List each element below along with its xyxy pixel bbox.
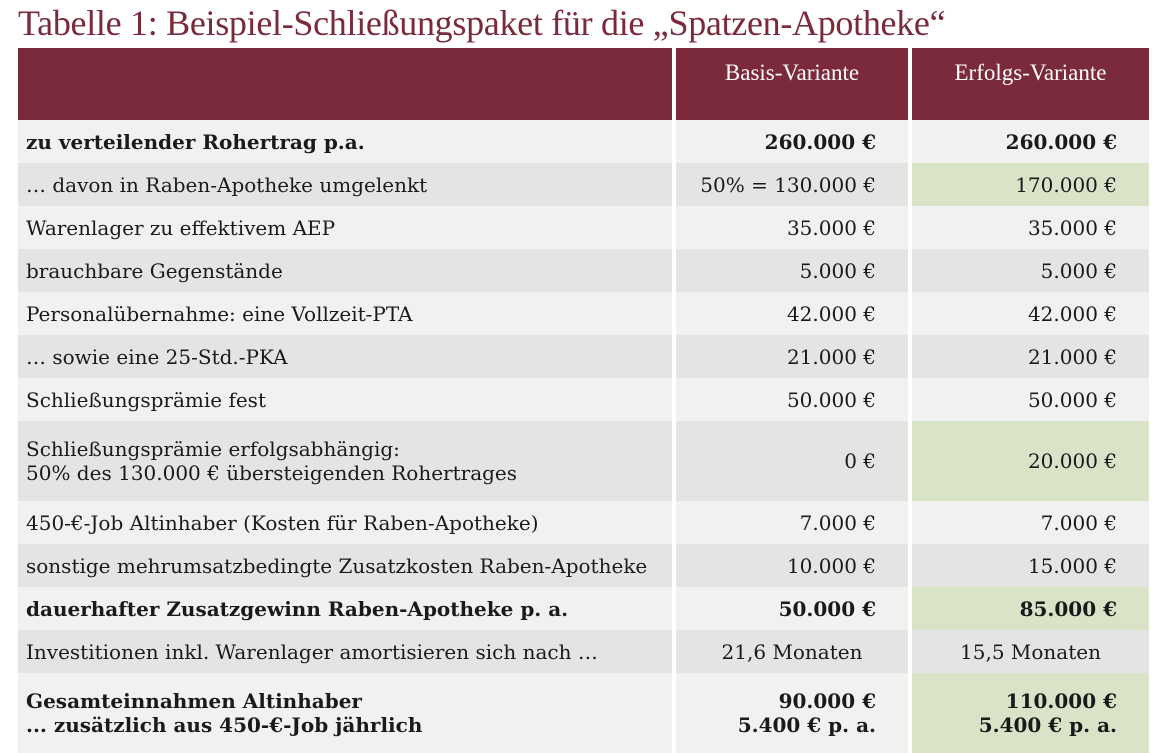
row-label: Personalübernahme: eine Vollzeit-PTA bbox=[18, 292, 672, 335]
erfolg-value-line1: 110.000 € bbox=[1005, 689, 1117, 713]
basis-value: 50.000 € bbox=[676, 587, 908, 630]
table-row bbox=[18, 292, 1149, 335]
row-label: 450-€-Job Altinhaber (Kosten für Raben-Apotheke) bbox=[18, 501, 672, 544]
row-label: dauerhafter Zusatzgewinn Raben-Apotheke p. a. bbox=[18, 587, 672, 630]
basis-value: 50.000 € bbox=[676, 378, 908, 421]
table-header-row bbox=[18, 48, 1149, 120]
table-row bbox=[18, 501, 1149, 544]
table-row bbox=[18, 206, 1149, 249]
header-label-column bbox=[18, 48, 672, 120]
row-label: Schließungsprämie fest bbox=[18, 378, 672, 421]
erfolg-value: 35.000 € bbox=[912, 206, 1149, 249]
erfolg-value: 15.000 € bbox=[912, 544, 1149, 587]
table-title: Tabelle 1: Beispiel-Schließungspaket für die „Spatzen-Apotheke“ bbox=[18, 3, 946, 43]
erfolg-value: 50.000 € bbox=[912, 378, 1149, 421]
basis-value: 10.000 € bbox=[676, 544, 908, 587]
table-row bbox=[18, 630, 1149, 673]
row-label: sonstige mehrumsatzbedingte Zusatzkosten Raben-Apotheke bbox=[18, 544, 672, 587]
erfolg-value: 42.000 € bbox=[912, 292, 1149, 335]
row-label-line2: 50% des 130.000 € übersteigenden Rohertrages bbox=[26, 461, 518, 485]
erfolg-value: 260.000 € bbox=[912, 120, 1149, 163]
erfolg-value: 15,5 Monaten bbox=[912, 630, 1149, 673]
basis-value: 21.000 € bbox=[676, 335, 908, 378]
basis-value: 35.000 € bbox=[676, 206, 908, 249]
row-label bbox=[18, 421, 672, 501]
table-row bbox=[18, 120, 1149, 163]
table-row bbox=[18, 421, 1149, 501]
table-row bbox=[18, 335, 1149, 378]
header-erfolgs-variante: Erfolgs-Variante bbox=[912, 48, 1149, 120]
basis-value: 7.000 € bbox=[676, 501, 908, 544]
table-row bbox=[18, 378, 1149, 421]
row-label: … davon in Raben-Apotheke umgelenkt bbox=[18, 163, 672, 206]
erfolg-value: 21.000 € bbox=[912, 335, 1149, 378]
row-label-line2: ... zusätzlich aus 450-€-Job jährlich bbox=[26, 713, 423, 737]
erfolg-value: 170.000 € bbox=[912, 163, 1149, 206]
basis-value-line2: 5.400 € p. a. bbox=[737, 713, 876, 737]
table-row bbox=[18, 163, 1149, 206]
table-row bbox=[18, 249, 1149, 292]
row-label: Warenlager zu effektivem AEP bbox=[18, 206, 672, 249]
row-label bbox=[18, 673, 672, 753]
basis-value: 21,6 Monaten bbox=[676, 630, 908, 673]
table-row bbox=[18, 587, 1149, 630]
basis-value bbox=[676, 673, 908, 753]
erfolg-value bbox=[912, 673, 1149, 753]
erfolg-value: 20.000 € bbox=[912, 421, 1149, 501]
basis-value: 0 € bbox=[676, 421, 908, 501]
row-label-line1: Gesamteinnahmen Altinhaber bbox=[26, 689, 362, 713]
basis-value: 50% = 130.000 € bbox=[676, 163, 908, 206]
basis-value: 42.000 € bbox=[676, 292, 908, 335]
basis-value: 260.000 € bbox=[676, 120, 908, 163]
header-basis-variante: Basis-Variante bbox=[676, 48, 908, 120]
basis-value: 5.000 € bbox=[676, 249, 908, 292]
comparison-table bbox=[14, 48, 1153, 753]
row-label: zu verteilender Rohertrag p.a. bbox=[18, 120, 672, 163]
row-label: brauchbare Gegenstände bbox=[18, 249, 672, 292]
row-label-line1: Schließungsprämie erfolgsabhängig: bbox=[26, 437, 400, 461]
table-row bbox=[18, 544, 1149, 587]
table-row bbox=[18, 673, 1149, 753]
erfolg-value: 7.000 € bbox=[912, 501, 1149, 544]
erfolg-value: 5.000 € bbox=[912, 249, 1149, 292]
row-label: Investitionen inkl. Warenlager amortisieren sich nach … bbox=[18, 630, 672, 673]
row-label: … sowie eine 25-Std.-PKA bbox=[18, 335, 672, 378]
erfolg-value: 85.000 € bbox=[912, 587, 1149, 630]
erfolg-value-line2: 5.400 € p. a. bbox=[978, 713, 1117, 737]
basis-value-line1: 90.000 € bbox=[778, 689, 876, 713]
